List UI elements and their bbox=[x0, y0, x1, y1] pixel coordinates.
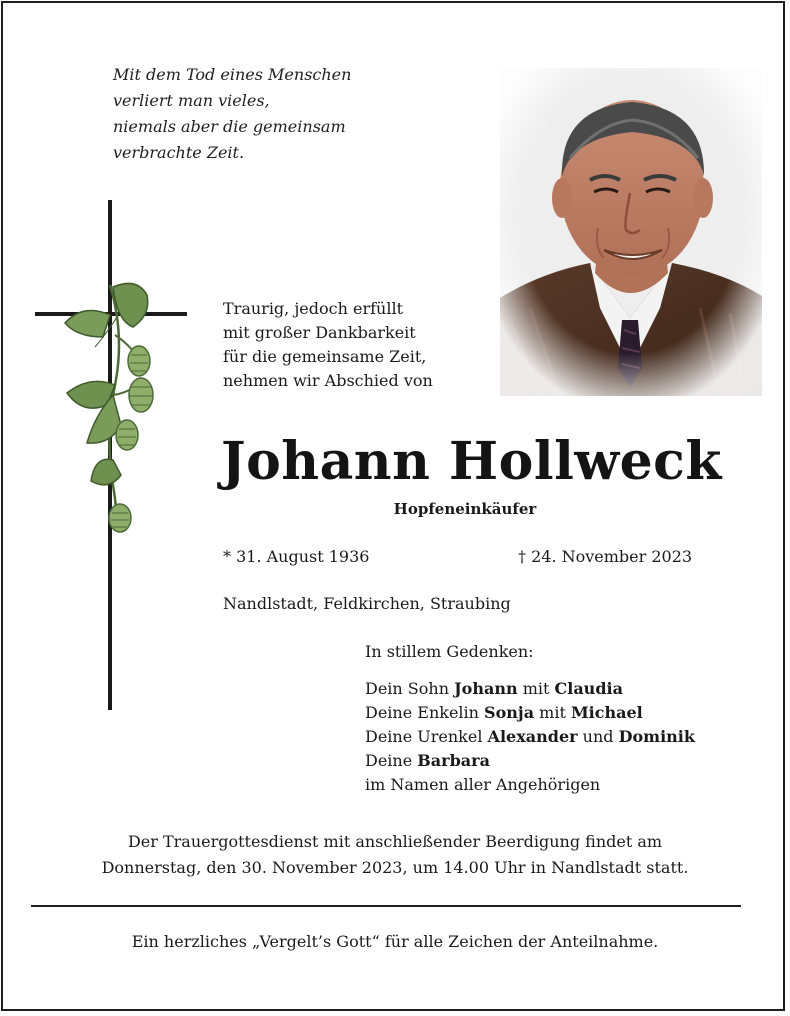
mourner-relation: Dein Sohn bbox=[365, 679, 455, 698]
deceased-occupation: Hopfeneinkäufer bbox=[393, 500, 537, 518]
mourner-row bbox=[365, 701, 775, 725]
mourner-relation: Deine Urenkel bbox=[365, 727, 488, 746]
intro-line: mit großer Dankbarkeit bbox=[223, 323, 416, 342]
intro-line: Traurig, jedoch erfüllt bbox=[223, 299, 404, 318]
death-date: † 24. November 2023 bbox=[518, 547, 693, 566]
mourners-closing: im Namen aller Angehörigen bbox=[365, 775, 601, 794]
mourner-row bbox=[365, 749, 775, 773]
birth-date: * 31. August 1936 bbox=[223, 547, 370, 566]
mourner-name: Johann bbox=[454, 679, 518, 698]
mourners-list bbox=[365, 677, 775, 797]
intro-line: nehmen wir Abschied von bbox=[223, 371, 433, 390]
mourner-name: Sonja bbox=[484, 703, 535, 722]
portrait-photo bbox=[500, 68, 762, 396]
hop-vine-icon bbox=[55, 275, 175, 540]
motto-line: Mit dem Tod eines Menschen bbox=[113, 65, 352, 84]
intro-text bbox=[223, 297, 493, 393]
intro-line: für die gemeinsame Zeit, bbox=[223, 347, 427, 366]
mourner-partner-name: Claudia bbox=[554, 679, 623, 698]
thanks-note: Ein herzliches „Vergelt’s Gott“ für alle Zeichen der Anteilnahme. bbox=[131, 932, 659, 951]
mourner-name: Alexander bbox=[487, 727, 578, 746]
mourner-connector: mit bbox=[534, 703, 571, 722]
service-line: Donnerstag, den 30. November 2023, um 14.00 Uhr in Nandlstadt statt. bbox=[101, 858, 689, 877]
mourners-heading: In stillem Gedenken: bbox=[365, 642, 534, 661]
mourner-connector: und bbox=[577, 727, 619, 746]
mourner-relation: Deine Enkelin bbox=[365, 703, 485, 722]
mourner-row bbox=[365, 677, 775, 701]
mourner-name: Barbara bbox=[417, 751, 490, 770]
deceased-name: Johann Hollweck bbox=[221, 431, 722, 492]
mourner-row bbox=[365, 725, 775, 749]
mourner-partner-name: Michael bbox=[570, 703, 643, 722]
divider-line bbox=[31, 905, 741, 907]
mourner-relation: Deine bbox=[365, 751, 418, 770]
mourner-partner-name: Dominik bbox=[618, 727, 695, 746]
mourner-connector: mit bbox=[517, 679, 555, 698]
service-line: Der Trauergottesdienst mit anschließender Beerdigung findet am bbox=[127, 832, 663, 851]
motto-line: verbrachte Zeit. bbox=[113, 143, 245, 162]
motto-line: niemals aber die gemeinsam bbox=[113, 117, 346, 136]
hometowns: Nandlstadt, Feldkirchen, Straubing bbox=[223, 594, 511, 613]
motto-quote bbox=[113, 62, 453, 166]
motto-line: verliert man vieles, bbox=[113, 91, 270, 110]
funeral-service-info bbox=[20, 829, 770, 881]
